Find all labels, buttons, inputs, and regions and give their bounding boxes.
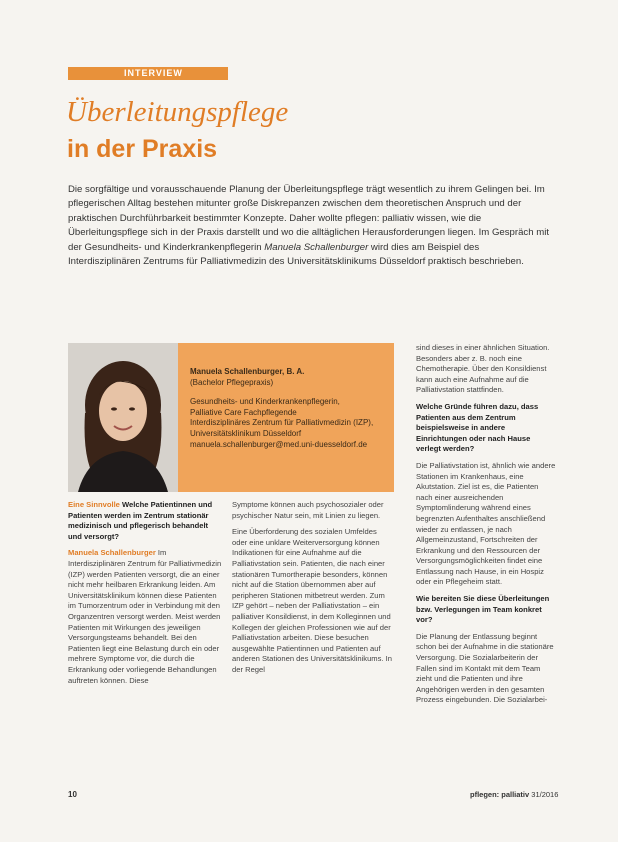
- question-2: Welche Gründe führen dazu, dass Patienten aus dem Zentrum beispielsweise in andere Einrichtungen oder nach Hause verlegt werden?: [416, 401, 539, 454]
- answer-1-text: Im Interdisziplinären Zentrum für Palliativmedizin (IZP) werden Patienten versorgt, die an einer nicht mehr heilbaren Erkrankung leiden. Am Universitätsklinikum können diese Patienten im Tumorzentrum oder in Verbindung mit den Organzentren versorgt werden. Meist werden Patienten mit Wirkungen des jeweiligen Versorgungsteams behandelt. Bei den Patienten liegt eine Belastung durch ein oder mehrere Symptome vor, die durch die Erkrankung oder vorliegende Behandlungen auftreten können. Diese: [68, 548, 222, 685]
- title-line-1: Überleitungspflege: [66, 96, 289, 128]
- infobox-email[interactable]: manuela.schallenburger@med.uni-duesseldorf.de: [190, 439, 368, 449]
- intro-text-after: wird dies am Beispiel des Interdisziplinären Zentrums für Palliativmedizin des Universitätsklinikums Düsseldorf praktisch beschrieben.: [68, 241, 524, 268]
- column-middle: [232, 500, 394, 682]
- author-infobox: [178, 343, 394, 492]
- infobox-detail: Universitätsklinikum Düsseldorf: [190, 428, 302, 438]
- column-left: [68, 500, 224, 692]
- interviewee-label: Manuela Schallenburger: [68, 548, 156, 558]
- infobox-detail: Palliative Care Fachpflegende: [190, 407, 297, 417]
- title-line-2: in der Praxis: [67, 135, 218, 163]
- infobox-name: Manuela Schallenburger, B. A.: [190, 367, 305, 376]
- question-1: [68, 500, 224, 542]
- infobox-detail: Gesundheits- und Kinderkrankenpflegerin,: [190, 397, 340, 407]
- portrait-photo: [68, 343, 178, 492]
- answer-1: [68, 548, 224, 686]
- intro-text-before: Die sorgfältige und vorausschauende Planung der Überleitungspflege trägt wesentlich zu ihrem Gelingen bei. Im pflegerischen Alltag bestehen mitunter große Diskrepanzen zwischen dem theoretischen Anspruch und der praktischen Durchführbarkeit bestimmter Konzepte. Daher wollte pflegen: palliativ wissen, wie die Überleitungspflege sich in der Praxis darstellt und wo die alltäglichen Herausforderungen liegen. Im Gespräch mit der Gesundheits- und Kinderkrankenpflegerin: [68, 184, 550, 253]
- question-3: Wie bereiten Sie diese Überleitungen bzw. Verlegungen im Team konkret vor?: [416, 594, 550, 625]
- intro-name: Manuela Schallenburger: [264, 241, 369, 253]
- right-paragraph-1: sind dieses in einer ähnlichen Situation. Besonders aber z. B. noch eine Chemotherapie. Über den Konsildienst kann auch eine Aufnahme auf die Palliativstation stattfinden.: [416, 343, 550, 395]
- interviewer-label: Eine Sinnvolle: [68, 500, 120, 509]
- mid-paragraph-2: Eine Überforderung des sozialen Umfeldes oder eine unklare Weiterversorgung können Indikationen für eine Aufnahme auf die Palliativstation sein. Patienten, die nach einer stationären Tumortherapie besonders, können nicht auf die Station übernommen aber auf peripheren Stationen mitbetreut werden. Zum IZP gehört – neben der Palliativstation – ein palliativer Konsildienst, in dem Kolleginnen und Kollegen der gleichen Professionen wie auf der Palliativstation arbeiten. Diese besuchen ausgewählte Patientinnen und Patienten auf anderen Stationen des Universitätsklinikums. In der Regel: [232, 527, 392, 674]
- mid-paragraph-1: Symptome können auch psychosozialer oder psychischer Natur sein, mit Linien zu liegen.: [232, 500, 384, 520]
- infobox-spacer: [190, 388, 386, 397]
- answer-2: Die Palliativstation ist, ähnlich wie andere Stationen im Krankenhaus, eine Akutstation. Ziel ist es, die Patienten nach einer ausreichenden Symptomlinderung während eines begrenzten Aufenthaltes anschließend wieder zu entlassen, je nach Allgemeinzustand, Fortschreiten der Erkrankung und den Ressourcen der Versorgungsmöglichkeiten findet eine Entlassung nach Hause, in ein Hospiz oder ein Pflegeheim statt.: [416, 460, 556, 587]
- question-1-text: Welche Patientinnen und Patienten werden im Zentrum stationär medizinisch und pflegerisch behandelt und versorgt?: [68, 500, 213, 541]
- intro-paragraph: [68, 183, 550, 269]
- column-right: [416, 343, 556, 712]
- infobox-detail: Interdisziplinäres Zentrum für Palliativmedizin (IZP),: [190, 418, 374, 428]
- magazine-name: pflegen: palliativ: [470, 790, 530, 799]
- answer-3: Die Planung der Entlassung beginnt schon bei der Aufnahme in die stationäre Versorgung. Die Sozialarbeiterin der Fallen sind im Kontakt mit dem Team zieht und die Patienten und ihre Angehörigen werden in den gesamten Prozess eingebunden. Die Sozialarbei-: [416, 631, 554, 705]
- section-tag: INTERVIEW: [68, 67, 228, 80]
- portrait-illustration: [68, 343, 178, 492]
- page-number: 10: [68, 790, 77, 799]
- footer-magazine: [470, 790, 558, 799]
- magazine-issue: 31/2016: [531, 790, 559, 799]
- infobox-role: (Bachelor Pflegepraxis): [190, 377, 274, 387]
